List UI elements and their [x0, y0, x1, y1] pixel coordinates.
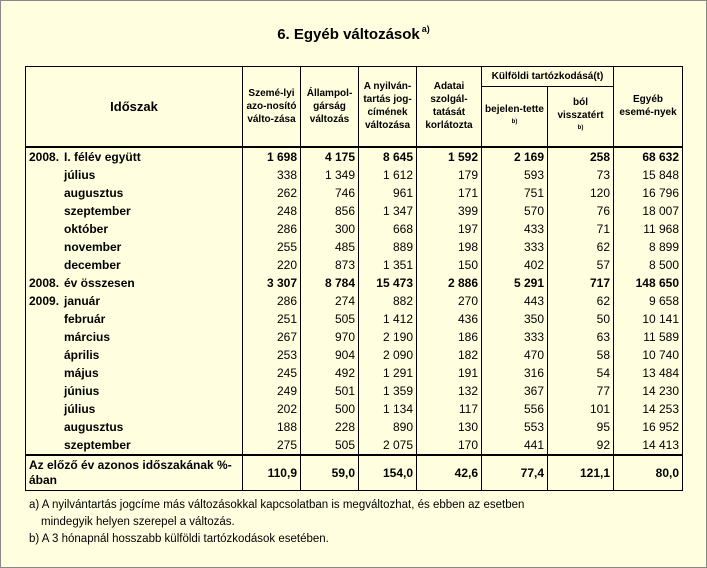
- row-period-label: [26, 147, 243, 166]
- cell-value: 77: [548, 382, 614, 400]
- cell-value: 1 351: [359, 256, 417, 274]
- cell-value: 443: [482, 292, 548, 310]
- cell-value: 2 090: [359, 346, 417, 364]
- cell-value: 904: [301, 346, 359, 364]
- table-row: [26, 166, 683, 184]
- cell-value: 746: [301, 184, 359, 202]
- cell-value: 8 645: [359, 147, 417, 166]
- cell-value: 5 291: [482, 274, 548, 292]
- cell-value: 150: [417, 256, 482, 274]
- cell-value: 501: [301, 382, 359, 400]
- percentage-row-label: Az előző év azonos időszakának %-ában: [26, 455, 243, 491]
- cell-value: 54: [548, 364, 614, 382]
- cell-value: 120: [548, 184, 614, 202]
- cell-value: 286: [243, 292, 301, 310]
- cell-value: 8 899: [614, 238, 683, 256]
- cell-value: 399: [417, 202, 482, 220]
- row-label: február: [64, 311, 106, 326]
- row-label: július: [64, 167, 96, 182]
- percentage-value: 59,0: [301, 455, 359, 491]
- cell-value: 197: [417, 220, 482, 238]
- percentage-value: 110,9: [243, 455, 301, 491]
- percentage-value: 80,0: [614, 455, 683, 491]
- cell-value: 101: [548, 400, 614, 418]
- row-year: 2008.: [29, 149, 60, 164]
- table-body: [26, 147, 683, 491]
- cell-value: 570: [482, 202, 548, 220]
- row-label: március: [64, 329, 111, 344]
- cell-value: 18 007: [614, 202, 683, 220]
- cell-value: 58: [548, 346, 614, 364]
- row-label: május: [64, 365, 99, 380]
- footnote-a-line2: mindegyik helyen szerepel a változás.: [41, 516, 235, 528]
- header-citizenship-change: Állampol-gárság változás: [301, 67, 359, 147]
- row-label: december: [64, 257, 121, 272]
- cell-value: 50: [548, 310, 614, 328]
- cell-value: 15 473: [359, 274, 417, 292]
- cell-value: 668: [359, 220, 417, 238]
- cell-value: 436: [417, 310, 482, 328]
- percentage-value: 42,6: [417, 455, 482, 491]
- percentage-value: 77,4: [482, 455, 548, 491]
- table-row: [26, 202, 683, 220]
- cell-value: 333: [482, 328, 548, 346]
- row-label: szeptember: [64, 437, 131, 452]
- table-row: [26, 364, 683, 382]
- cell-value: 95: [548, 418, 614, 436]
- cell-value: 92: [548, 436, 614, 455]
- cell-value: 2 075: [359, 436, 417, 455]
- footnote-a-line1: a) A nyilvántartás jogcíme más változásokkal kapcsolatban is megváltozhat, és ebben az esetben: [29, 499, 525, 511]
- table-row: [26, 147, 683, 166]
- table-header: [26, 67, 683, 147]
- row-period-label: [26, 346, 243, 364]
- cell-value: 553: [482, 418, 548, 436]
- cell-value: 470: [482, 346, 548, 364]
- cell-value: 402: [482, 256, 548, 274]
- row-label: november: [64, 239, 122, 254]
- cell-value: 188: [243, 418, 301, 436]
- cell-value: 179: [417, 166, 482, 184]
- cell-value: 961: [359, 184, 417, 202]
- row-period-label: [26, 184, 243, 202]
- cell-value: 14 230: [614, 382, 683, 400]
- row-label: szeptember: [64, 203, 131, 218]
- cell-value: 13 484: [614, 364, 683, 382]
- header-reported: [482, 87, 548, 147]
- cell-value: 500: [301, 400, 359, 418]
- cell-value: 171: [417, 184, 482, 202]
- table-row: [26, 274, 683, 292]
- row-period-label: [26, 292, 243, 310]
- cell-value: 258: [548, 147, 614, 166]
- header-returned-label: ból visszatért: [557, 97, 604, 122]
- cell-value: 255: [243, 238, 301, 256]
- row-period-label: [26, 310, 243, 328]
- cell-value: 251: [243, 310, 301, 328]
- table-row: [26, 382, 683, 400]
- table-row: [26, 346, 683, 364]
- cell-value: 130: [417, 418, 482, 436]
- footnote-b: b) A 3 hónapnál hosszabb külföldi tartózkodások esetében.: [29, 533, 329, 545]
- cell-value: 1 612: [359, 166, 417, 184]
- percentage-value: 154,0: [359, 455, 417, 491]
- row-period-label: [26, 382, 243, 400]
- table-row: [26, 400, 683, 418]
- row-period-label: [26, 328, 243, 346]
- cell-value: 148 650: [614, 274, 683, 292]
- table-row: [26, 256, 683, 274]
- cell-value: 2 169: [482, 147, 548, 166]
- cell-value: 191: [417, 364, 482, 382]
- cell-value: 1 291: [359, 364, 417, 382]
- table-row: [26, 418, 683, 436]
- row-year: 2008.: [29, 275, 60, 290]
- cell-value: 856: [301, 202, 359, 220]
- cell-value: 68 632: [614, 147, 683, 166]
- cell-value: 10 141: [614, 310, 683, 328]
- cell-value: 2 886: [417, 274, 482, 292]
- table-row: [26, 436, 683, 455]
- row-label: augusztus: [64, 419, 124, 434]
- row-label: I. félév együtt: [64, 149, 141, 164]
- header-abroad-group: Külföldi tartózkodásá(t): [482, 67, 614, 87]
- row-period-label: [26, 202, 243, 220]
- cell-value: 228: [301, 418, 359, 436]
- cell-value: 1 412: [359, 310, 417, 328]
- table-row: [26, 184, 683, 202]
- cell-value: 14 253: [614, 400, 683, 418]
- cell-value: 11 968: [614, 220, 683, 238]
- cell-value: 350: [482, 310, 548, 328]
- cell-value: 10 740: [614, 346, 683, 364]
- header-reported-note: b): [511, 118, 518, 125]
- cell-value: 262: [243, 184, 301, 202]
- cell-value: 62: [548, 238, 614, 256]
- cell-value: 1 698: [243, 147, 301, 166]
- cell-value: 8 500: [614, 256, 683, 274]
- cell-value: 57: [548, 256, 614, 274]
- cell-value: 338: [243, 166, 301, 184]
- cell-value: 433: [482, 220, 548, 238]
- statistics-table: [25, 66, 683, 491]
- row-label: év összesen: [64, 275, 135, 290]
- title-footnote-marker: a): [421, 24, 430, 34]
- cell-value: 275: [243, 436, 301, 455]
- row-period-label: [26, 238, 243, 256]
- row-label: április: [64, 347, 100, 362]
- cell-value: 9 658: [614, 292, 683, 310]
- row-period-label: [26, 220, 243, 238]
- row-period-label: [26, 274, 243, 292]
- cell-value: 882: [359, 292, 417, 310]
- title-text: 6. Egyéb változások: [277, 26, 420, 43]
- percentage-row: [26, 455, 683, 491]
- header-personal-id-change: Szemé-lyi azo-nosító válto-zása: [243, 67, 301, 147]
- cell-value: 1 347: [359, 202, 417, 220]
- cell-value: 889: [359, 238, 417, 256]
- row-period-label: [26, 418, 243, 436]
- cell-value: 274: [301, 292, 359, 310]
- cell-value: 73: [548, 166, 614, 184]
- cell-value: 198: [417, 238, 482, 256]
- cell-value: 270: [417, 292, 482, 310]
- cell-value: 492: [301, 364, 359, 382]
- cell-value: 556: [482, 400, 548, 418]
- row-period-label: [26, 256, 243, 274]
- row-year: 2009.: [29, 293, 60, 308]
- cell-value: 316: [482, 364, 548, 382]
- cell-value: 202: [243, 400, 301, 418]
- row-period-label: [26, 166, 243, 184]
- table-row: [26, 292, 683, 310]
- cell-value: 15 848: [614, 166, 683, 184]
- header-period: Időszak: [26, 67, 243, 147]
- cell-value: 300: [301, 220, 359, 238]
- cell-value: 717: [548, 274, 614, 292]
- cell-value: 1 349: [301, 166, 359, 184]
- table-row: [26, 310, 683, 328]
- cell-value: 14 413: [614, 436, 683, 455]
- row-period-label: [26, 436, 243, 455]
- cell-value: 11 589: [614, 328, 683, 346]
- cell-value: 593: [482, 166, 548, 184]
- cell-value: 220: [243, 256, 301, 274]
- row-label: október: [64, 221, 109, 236]
- header-reported-label: bejelen-tette: [485, 103, 544, 115]
- cell-value: 485: [301, 238, 359, 256]
- row-label: január: [64, 293, 101, 308]
- footnotes: [29, 497, 689, 548]
- cell-value: 505: [301, 310, 359, 328]
- page-title: [0, 24, 707, 43]
- row-label: augusztus: [64, 185, 124, 200]
- cell-value: 76: [548, 202, 614, 220]
- cell-value: 253: [243, 346, 301, 364]
- cell-value: 248: [243, 202, 301, 220]
- cell-value: 245: [243, 364, 301, 382]
- header-registration-title-change: A nyilván-tartás jog-címének változása: [359, 67, 417, 147]
- cell-value: 16 952: [614, 418, 683, 436]
- cell-value: 970: [301, 328, 359, 346]
- cell-value: 132: [417, 382, 482, 400]
- cell-value: 873: [301, 256, 359, 274]
- table-row: [26, 238, 683, 256]
- cell-value: 62: [548, 292, 614, 310]
- cell-value: 1 359: [359, 382, 417, 400]
- row-period-label: [26, 364, 243, 382]
- cell-value: 8 784: [301, 274, 359, 292]
- cell-value: 182: [417, 346, 482, 364]
- cell-value: 117: [417, 400, 482, 418]
- cell-value: 63: [548, 328, 614, 346]
- cell-value: 441: [482, 436, 548, 455]
- cell-value: 505: [301, 436, 359, 455]
- table-row: [26, 220, 683, 238]
- table-row: [26, 328, 683, 346]
- header-data-restriction: Adatai szolgál-tatását korlátozta: [417, 67, 482, 147]
- cell-value: 367: [482, 382, 548, 400]
- row-label: június: [64, 383, 100, 398]
- cell-value: 170: [417, 436, 482, 455]
- cell-value: 3 307: [243, 274, 301, 292]
- cell-value: 286: [243, 220, 301, 238]
- header-returned-note: b): [577, 125, 584, 132]
- cell-value: 186: [417, 328, 482, 346]
- cell-value: 2 190: [359, 328, 417, 346]
- header-returned: [548, 87, 614, 147]
- cell-value: 267: [243, 328, 301, 346]
- row-period-label: [26, 400, 243, 418]
- cell-value: 71: [548, 220, 614, 238]
- cell-value: 751: [482, 184, 548, 202]
- cell-value: 1 592: [417, 147, 482, 166]
- cell-value: 249: [243, 382, 301, 400]
- cell-value: 1 134: [359, 400, 417, 418]
- percentage-value: 121,1: [548, 455, 614, 491]
- cell-value: 333: [482, 238, 548, 256]
- cell-value: 4 175: [301, 147, 359, 166]
- cell-value: 16 796: [614, 184, 683, 202]
- row-label: július: [64, 401, 96, 416]
- cell-value: 890: [359, 418, 417, 436]
- header-other-events: Egyéb esemé-nyek: [614, 67, 683, 147]
